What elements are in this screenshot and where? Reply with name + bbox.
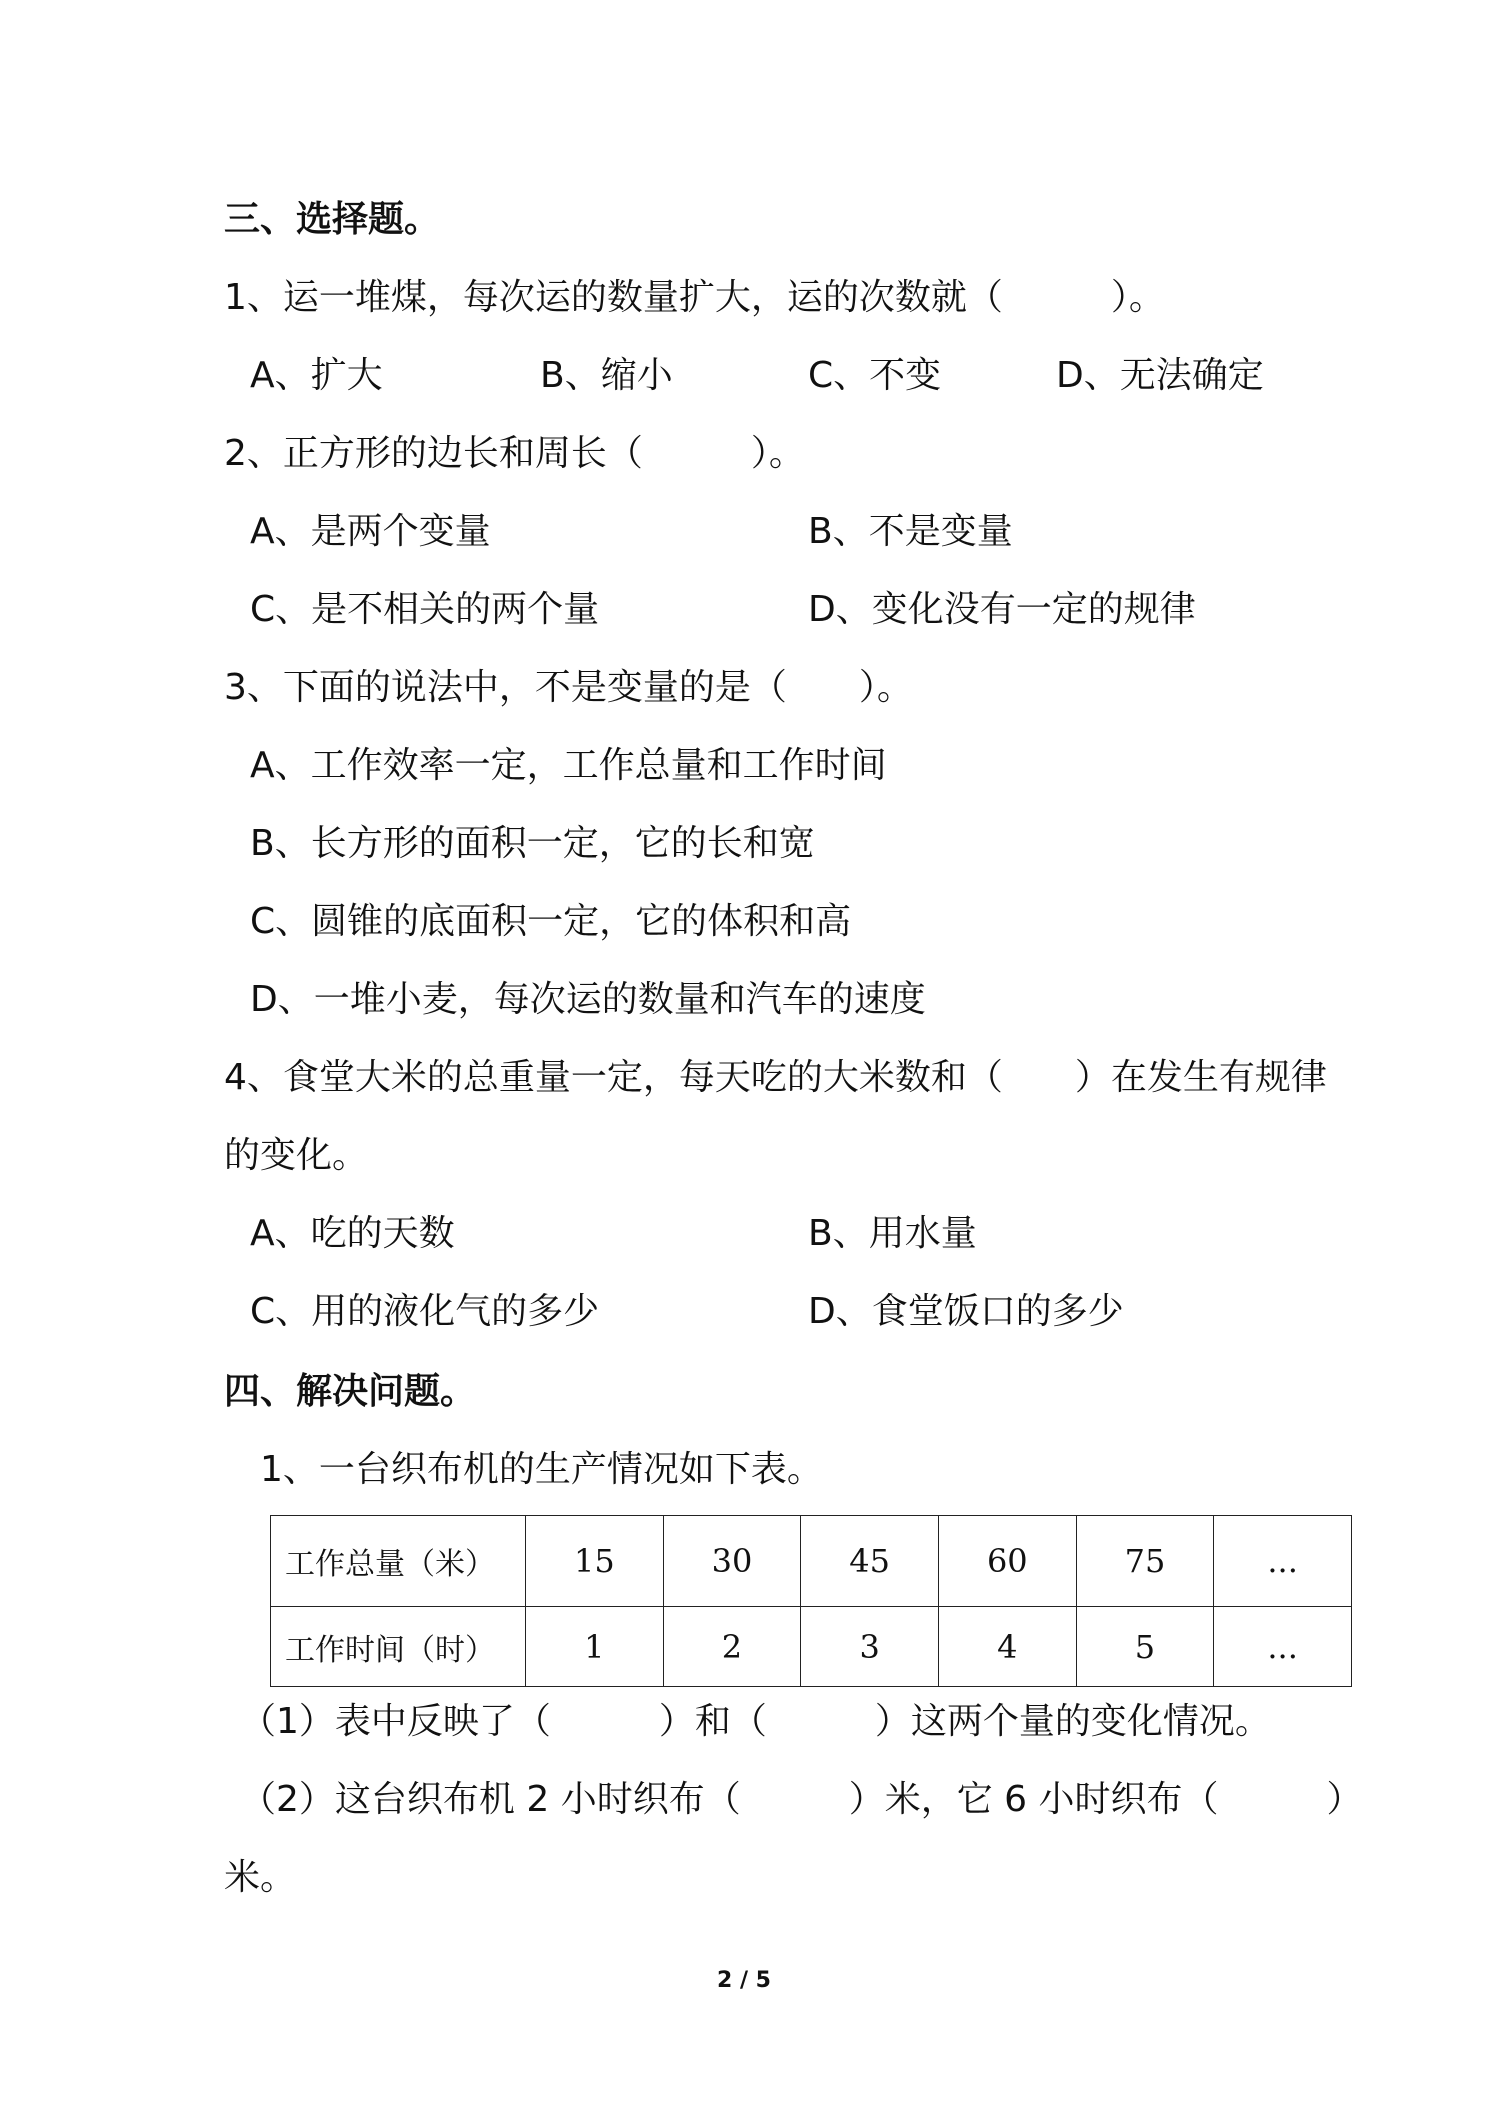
- question-2-option-c: C、是不相关的两个量: [250, 589, 600, 630]
- question-2-option-a: A、是两个变量: [250, 511, 491, 552]
- table-cell: 4: [938, 1607, 1076, 1687]
- question-3-option-d: D、一堆小麦，每次运的数量和汽车的速度: [250, 979, 926, 1020]
- production-table: [270, 1515, 1352, 1687]
- question-3-option-c: C、圆锥的底面积一定，它的体积和高: [250, 901, 852, 942]
- table-cell-ellipsis: ...: [1214, 1607, 1352, 1687]
- question-1-option-a: A、扩大: [250, 355, 383, 396]
- question-3-option-b: B、长方形的面积一定，它的长和宽: [250, 823, 815, 864]
- section-4-title: 四、解决问题。: [224, 1371, 477, 1412]
- table-cell: 2: [663, 1607, 801, 1687]
- question-4-option-c: C、用的液化气的多少: [250, 1291, 600, 1332]
- sub-question-2-line-2: 米。: [224, 1857, 297, 1898]
- question-3-text: 3、下面的说法中，不是变量的是（ ）。: [224, 667, 913, 708]
- problem-1-intro: 1、一台织布机的生产情况如下表。: [260, 1449, 823, 1490]
- question-2-option-d: D、变化没有一定的规律: [808, 589, 1196, 630]
- table-cell: 45: [801, 1516, 939, 1607]
- page-number: 2 / 5: [717, 1968, 771, 1993]
- question-1-option-c: C、不变: [808, 355, 942, 396]
- table-cell: 60: [938, 1516, 1076, 1607]
- table-cell: 75: [1076, 1516, 1214, 1607]
- question-4-text-line-2: 的变化。: [224, 1135, 369, 1176]
- table-cell: 15: [526, 1516, 664, 1607]
- table-cell-ellipsis: ...: [1214, 1516, 1352, 1607]
- table-cell: 1: [526, 1607, 664, 1687]
- question-4-option-b: B、用水量: [808, 1213, 977, 1254]
- question-3-option-a: A、工作效率一定，工作总量和工作时间: [250, 745, 887, 786]
- table-cell: 3: [801, 1607, 939, 1687]
- question-1-text: 1、运一堆煤，每次运的数量扩大，运的次数就（ ）。: [224, 277, 1165, 318]
- table-cell: 5: [1076, 1607, 1214, 1687]
- table-row: [271, 1516, 1352, 1607]
- question-1-option-b: B、缩小: [540, 355, 673, 396]
- sub-question-2-line-1: （2）这台织布机 2 小时织布（ ）米，它 6 小时织布（ ）: [240, 1779, 1363, 1820]
- question-4-option-d: D、食堂饭口的多少: [808, 1291, 1124, 1332]
- question-4-option-a: A、吃的天数: [250, 1213, 455, 1254]
- table-cell: 30: [663, 1516, 801, 1607]
- question-2-option-b: B、不是变量: [808, 511, 1013, 552]
- section-3-title: 三、选择题。: [224, 199, 441, 240]
- sub-question-1: （1）表中反映了（ ）和（ ）这两个量的变化情况。: [240, 1701, 1271, 1742]
- table-row-header-work-time: 工作时间（时）: [271, 1607, 526, 1687]
- table-row: [271, 1607, 1352, 1687]
- table-row-header-work-total: 工作总量（米）: [271, 1516, 526, 1607]
- question-1-option-d: D、无法确定: [1056, 355, 1264, 396]
- question-4-text-line-1: 4、食堂大米的总重量一定，每天吃的大米数和（ ）在发生有规律: [224, 1057, 1327, 1098]
- question-2-text: 2、正方形的边长和周长（ ）。: [224, 433, 805, 474]
